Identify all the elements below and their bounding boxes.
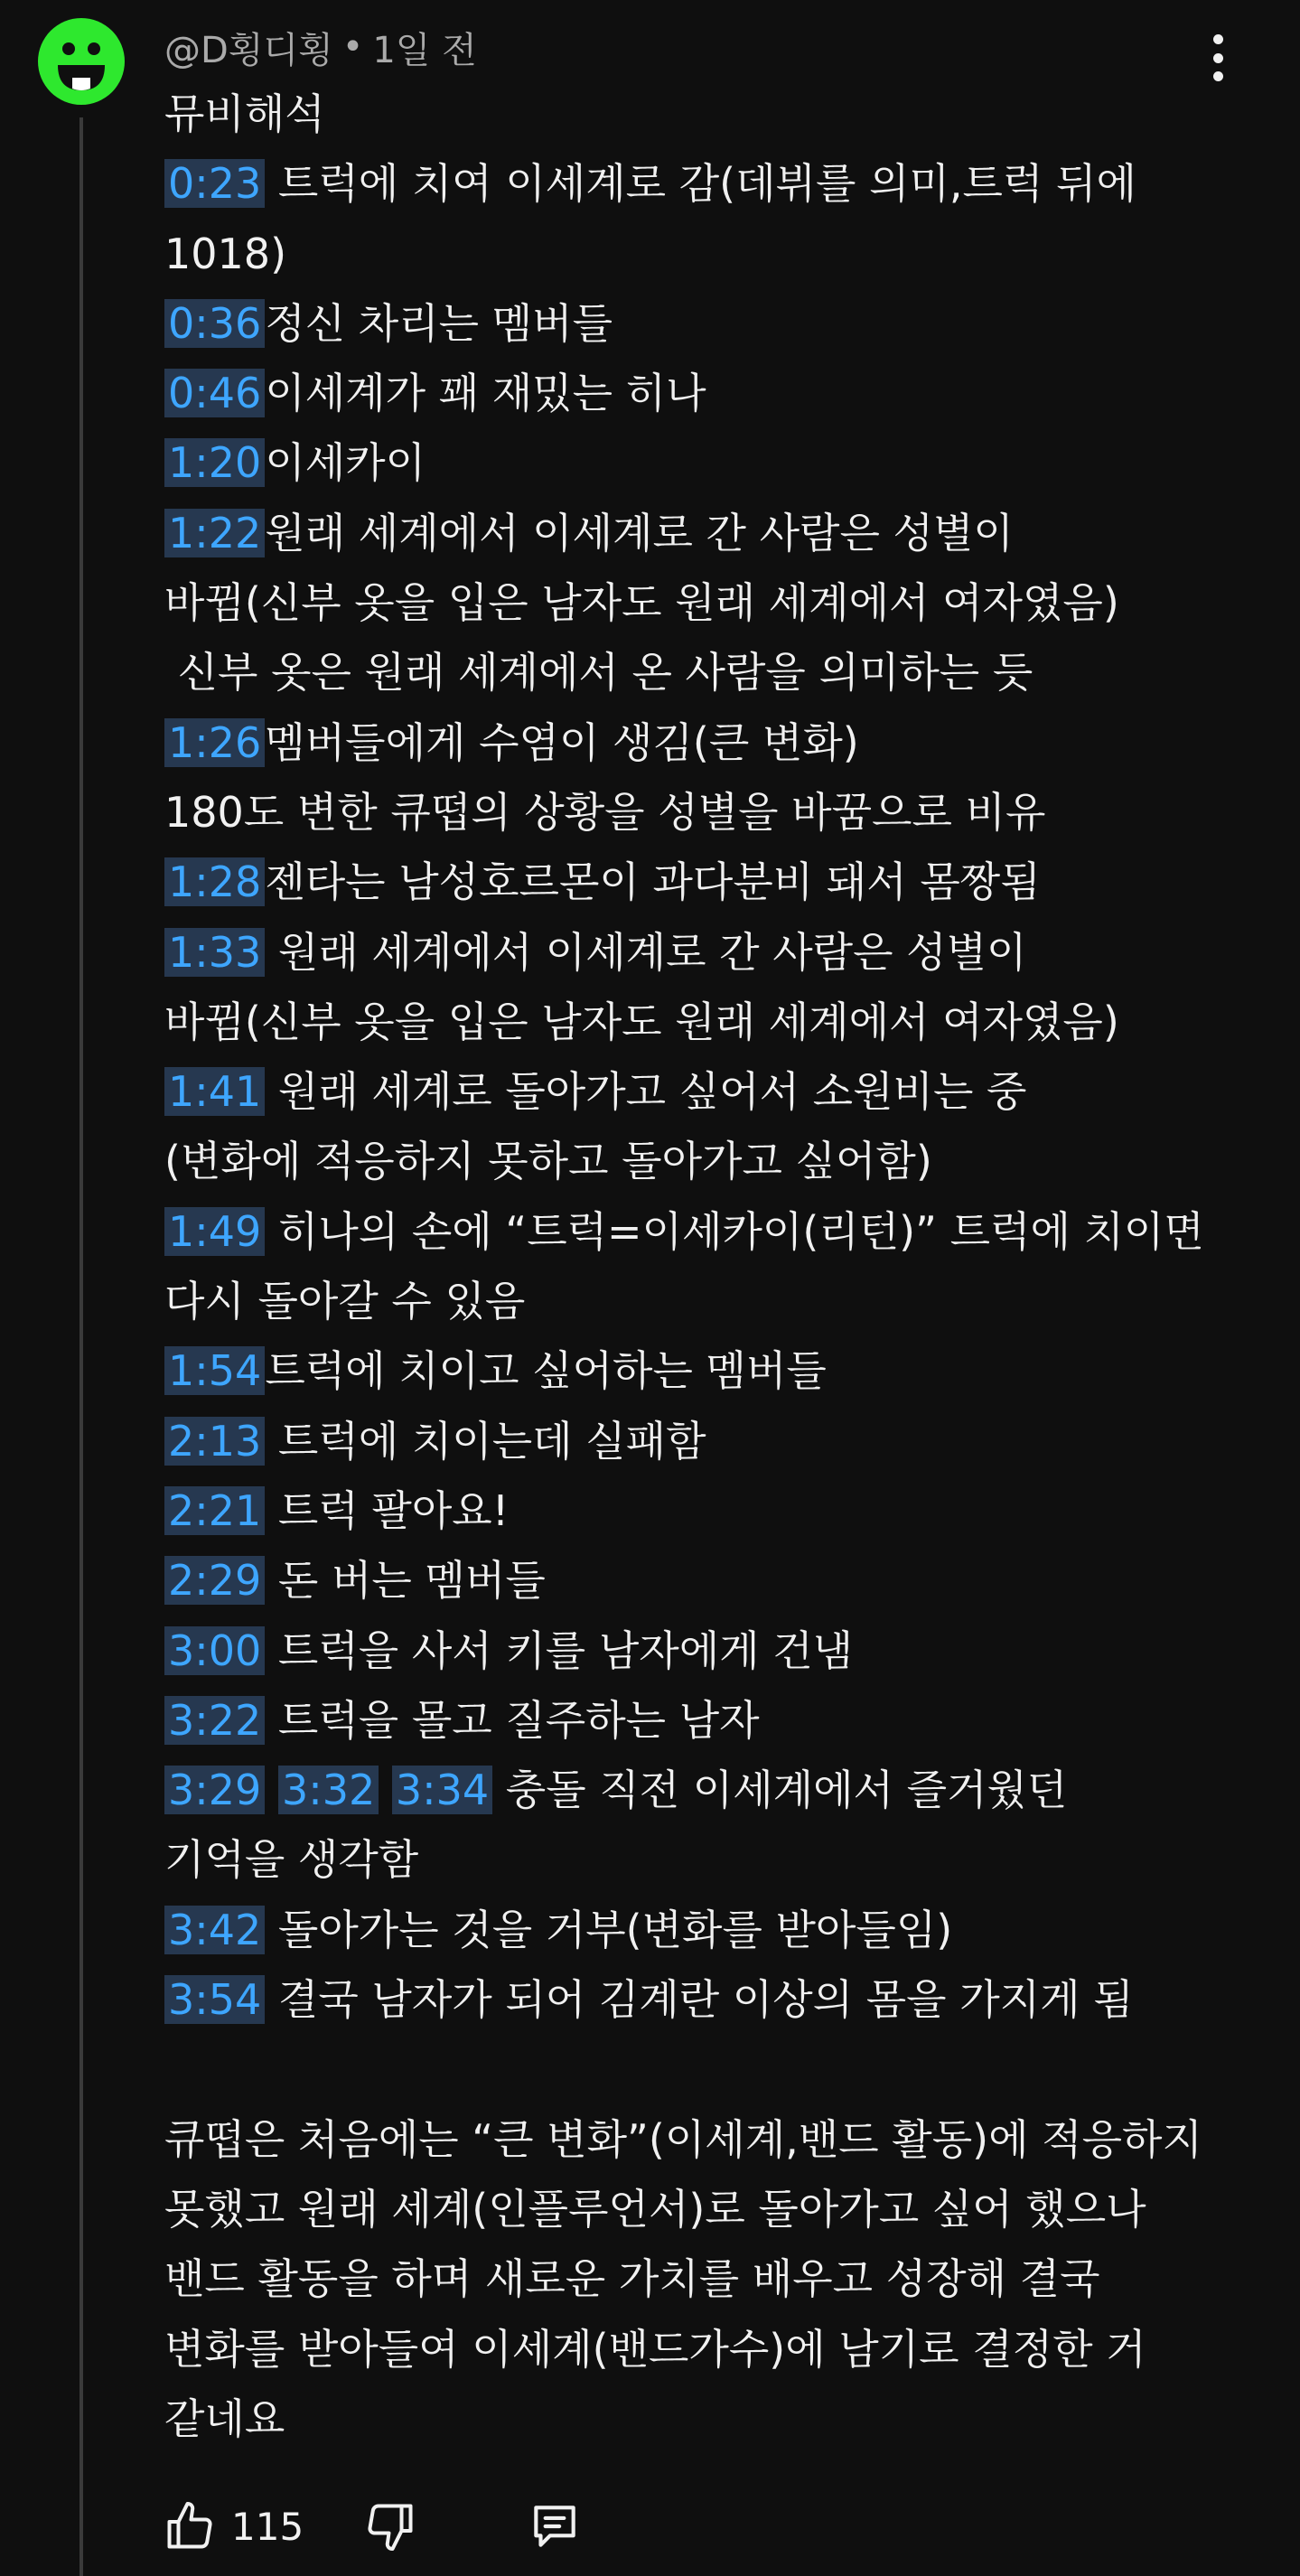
comment-line bbox=[164, 2175, 1230, 2244]
comment-line bbox=[164, 149, 1230, 219]
comment-line bbox=[164, 1825, 1230, 1895]
timestamp-link[interactable]: 2:29 bbox=[164, 1556, 265, 1605]
timestamp-link[interactable]: 1:20 bbox=[164, 438, 265, 487]
comment-line bbox=[164, 1127, 1230, 1196]
comment-text: 트럭 팔아요! bbox=[265, 1485, 510, 1535]
comment-line bbox=[164, 220, 1230, 289]
comment-line bbox=[164, 708, 1230, 778]
timestamp-link[interactable]: 0:23 bbox=[164, 159, 265, 208]
avatar[interactable] bbox=[38, 18, 125, 105]
comment-body bbox=[164, 80, 1230, 2454]
comment-line bbox=[164, 1057, 1230, 1127]
comment-line bbox=[164, 359, 1230, 428]
comment-line bbox=[164, 499, 1230, 568]
comment-text: 돌아가는 것을 거부(변화를 받아들임) bbox=[265, 1905, 953, 1954]
timestamp-link[interactable]: 1:26 bbox=[164, 718, 265, 767]
comment-actions bbox=[161, 2494, 584, 2559]
comment-text bbox=[379, 1766, 392, 1814]
comment-text: 이세계가 꽤 재밌는 히나 bbox=[265, 369, 706, 418]
comment-line bbox=[164, 80, 1230, 149]
comment-line bbox=[164, 1336, 1230, 1406]
comment-text: 트럭을 몰고 질주하는 남자 bbox=[265, 1695, 760, 1745]
comment-text: 못했고 원래 세계(인플루언서)로 돌아가고 싶어 했으나 bbox=[164, 2184, 1146, 2234]
comment-text: 기억을 생각함 bbox=[164, 1835, 419, 1885]
meta-separator: • bbox=[341, 26, 364, 68]
comment-time: 1일 전 bbox=[372, 29, 477, 71]
comment-text: 같네요 bbox=[164, 2393, 285, 2443]
comment-text: 뮤비해석 bbox=[164, 89, 325, 138]
more-options-button[interactable] bbox=[1200, 31, 1236, 85]
timestamp-link[interactable]: 1:54 bbox=[164, 1346, 265, 1395]
comment-text: (변화에 적응하지 못하고 돌아가고 싶어함) bbox=[164, 1137, 932, 1186]
comment-text: 큐떱은 처음에는 “큰 변화”(이세계,밴드 활동)에 적응하지 bbox=[164, 2114, 1202, 2164]
comment-line bbox=[164, 1546, 1230, 1616]
thumbs-down-icon bbox=[363, 2499, 417, 2553]
comment-line bbox=[164, 638, 1230, 707]
timestamp-link[interactable]: 3:42 bbox=[164, 1906, 265, 1954]
comment-text bbox=[265, 1766, 278, 1814]
comment-line bbox=[164, 2105, 1230, 2175]
timestamp-link[interactable]: 1:49 bbox=[164, 1207, 265, 1256]
comment-line bbox=[164, 1197, 1230, 1267]
timestamp-link[interactable]: 0:36 bbox=[164, 299, 265, 348]
timestamp-link[interactable]: 1:28 bbox=[164, 857, 265, 906]
comment-line bbox=[164, 2244, 1230, 2314]
comment-line bbox=[164, 568, 1230, 638]
comment-text: 정신 차리는 멤버들 bbox=[265, 298, 613, 348]
comment-text: 1018) bbox=[164, 229, 287, 278]
timestamp-link[interactable]: 1:41 bbox=[164, 1067, 265, 1116]
comment-text: 다시 돌아갈 수 있음 bbox=[164, 1277, 526, 1326]
comment-line bbox=[164, 1616, 1230, 1686]
comment-text: 트럭에 치여 이세계로 감(데뷔를 의미,트럭 뒤에 bbox=[265, 159, 1136, 209]
comment-line bbox=[164, 428, 1230, 498]
comment-text: 변화를 받아들여 이세계(밴드가수)에 남기로 결정한 거 bbox=[164, 2324, 1146, 2374]
comment-line bbox=[164, 1476, 1230, 1546]
comment-line bbox=[164, 918, 1230, 988]
comment-line bbox=[164, 1267, 1230, 1336]
like-button[interactable] bbox=[161, 2497, 219, 2555]
comment-text: 충돌 직전 이세계에서 즐거웠던 bbox=[492, 1766, 1068, 1815]
comment-text: 이세카이 bbox=[265, 438, 426, 488]
timestamp-link[interactable]: 1:22 bbox=[164, 509, 265, 557]
timestamp-link[interactable]: 0:46 bbox=[164, 369, 265, 417]
comment-line bbox=[164, 848, 1230, 917]
timestamp-link[interactable]: 2:21 bbox=[164, 1486, 265, 1535]
timestamp-link[interactable]: 3:00 bbox=[164, 1626, 265, 1675]
dislike-button[interactable] bbox=[361, 2497, 419, 2555]
comment-text: 트럭에 치이는데 실패함 bbox=[265, 1416, 706, 1466]
comment-line bbox=[164, 1407, 1230, 1476]
comment-text: 밴드 활동을 하며 새로운 가치를 배우고 성장해 결국 bbox=[164, 2254, 1100, 2304]
comment-text: 원래 세계에서 이세계로 간 사람은 성별이 bbox=[265, 927, 1027, 977]
timestamp-link[interactable]: 3:29 bbox=[164, 1766, 265, 1814]
comment-text: 트럭을 사서 키를 남자에게 건냄 bbox=[265, 1625, 854, 1675]
comment-line bbox=[164, 778, 1230, 848]
comment-header bbox=[164, 20, 477, 74]
comment-line bbox=[164, 1686, 1230, 1756]
comment-text: 트럭에 치이고 싶어하는 멤버들 bbox=[265, 1346, 827, 1396]
comment-text: 돈 버는 멤버들 bbox=[265, 1556, 546, 1606]
comment-text: 원래 세계로 돌아가고 싶어서 소원비는 중 bbox=[265, 1067, 1027, 1117]
comment-line bbox=[164, 1756, 1230, 1825]
timestamp-link[interactable]: 3:54 bbox=[164, 1975, 265, 2024]
comment-text: 180도 변한 큐떱의 상황을 성별을 바꿈으로 비유 bbox=[164, 787, 1046, 837]
reply-button[interactable] bbox=[526, 2497, 584, 2555]
comment-text: 원래 세계에서 이세계로 간 사람은 성별이 bbox=[265, 508, 1014, 557]
comment-line bbox=[164, 1896, 1230, 1965]
comment-line bbox=[164, 988, 1230, 1057]
comment-text: 젠타는 남성호르몬이 과다분비 돼서 몸짱됨 bbox=[265, 857, 1041, 907]
comment-line bbox=[164, 289, 1230, 359]
comment-text: 신부 옷은 원래 세계에서 온 사람을 의미하는 듯 bbox=[164, 648, 1033, 698]
timestamp-link[interactable]: 2:13 bbox=[164, 1417, 265, 1466]
timestamp-link[interactable]: 3:22 bbox=[164, 1696, 265, 1745]
comment-line bbox=[164, 2315, 1230, 2384]
like-count: 115 bbox=[231, 2504, 304, 2549]
reply-icon bbox=[527, 2498, 583, 2554]
thread-line bbox=[79, 117, 83, 2576]
timestamp-link[interactable]: 1:33 bbox=[164, 928, 265, 977]
comment-text: 히나의 손에 “트럭=이세카이(리턴)” 트럭에 치이면 bbox=[265, 1206, 1204, 1256]
comment-line bbox=[164, 1965, 1230, 2035]
more-dot-icon bbox=[1213, 53, 1223, 63]
comment-blank-line bbox=[164, 2035, 1230, 2104]
comment-line bbox=[164, 2384, 1230, 2454]
more-dot-icon bbox=[1213, 34, 1223, 44]
thumbs-up-icon bbox=[163, 2499, 217, 2553]
comment-text: 결국 남자가 되어 김계란 이상의 몸을 가지게 됨 bbox=[265, 1975, 1134, 2025]
author-name[interactable]: @D횡디횡 bbox=[164, 29, 333, 71]
timestamp-link[interactable]: 3:32 bbox=[278, 1766, 379, 1814]
comment-text: 바뀜(신부 옷을 입은 남자도 원래 세계에서 여자였음) bbox=[164, 578, 1119, 628]
comment-text: 멤버들에게 수염이 생김(큰 변화) bbox=[265, 717, 859, 767]
comment-text: 바뀜(신부 옷을 입은 남자도 원래 세계에서 여자였음) bbox=[164, 997, 1119, 1046]
timestamp-link[interactable]: 3:34 bbox=[392, 1766, 492, 1814]
